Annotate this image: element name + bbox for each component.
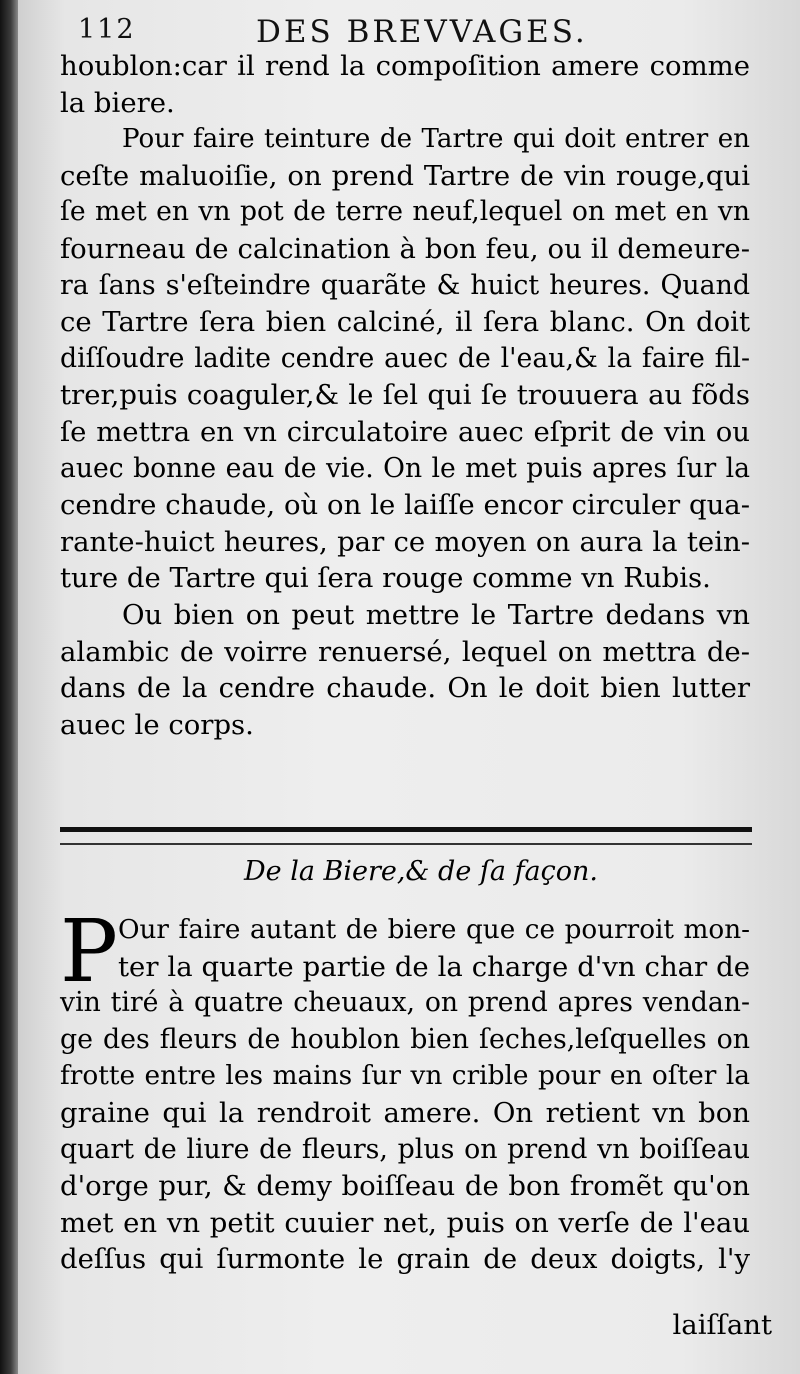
text-line: d'orge pur, & demy boiſſeau de bon fromẽt qu'on [60, 1170, 750, 1203]
text-line: la biere. [60, 86, 175, 119]
text-line: ture de Tartre qui ſera rouge comme vn Rubis. [60, 562, 711, 595]
section-title: De la Biere,& de ſa façon. [243, 856, 599, 887]
text-line: cendre chaude, où on le laiſſe encor circuler qua- [60, 489, 750, 522]
text-line: fourneau de calcination à bon feu, ou il demeure- [60, 232, 750, 265]
drop-cap: P [60, 902, 118, 1002]
text-line: diſſoudre ladite cendre auec de l'eau,& la faire fil- [60, 342, 750, 374]
text-line: ce Tartre ſera bien calciné, il ſera blanc. On doit [60, 306, 750, 339]
text-line: quart de liure de fleurs, plus on prend vn boiſſeau [60, 1133, 750, 1165]
paragraph-block-2 [60, 902, 750, 1278]
text-line: ſe mettra en vn circulatoire auec eſprit de vin ou [60, 415, 750, 448]
text-line: Our faire autant de biere que ce pourroit mon- [118, 915, 750, 945]
binding-shadow [0, 0, 18, 1374]
text-line: alambic de voirre renuersé, lequel on mettra de- [60, 635, 750, 668]
text-line: vin tiré à quatre cheuaux, on prend apres vendan- [60, 987, 750, 1019]
text-line: auec le corps. [60, 708, 254, 741]
text-line: houblon:car il rend la compoſition amere comme [60, 50, 750, 82]
section-rule-thick [60, 827, 752, 832]
text-line: met en vn petit cuuier net, puis on verſe de l'eau [60, 1206, 750, 1239]
text-line: ra ſans s'eſteindre quarãte & huict heures. Quand [60, 269, 750, 301]
text-line: ſe met en vn pot de terre neuf,lequel on met en vn [60, 196, 750, 228]
text-line: deſſus qui ſurmonte le grain de deux doigts, l'y [60, 1243, 750, 1276]
running-title: DES BREVVAGES. [256, 14, 588, 50]
section-rule-thin [60, 843, 752, 845]
page-number: 112 [78, 14, 136, 45]
catchword: laiſſant [672, 1309, 772, 1341]
text-line: auec bonne eau de vie. On le met puis apres ſur la [60, 452, 750, 484]
page-header [78, 6, 770, 50]
text-line: graine qui la rendroit amere. On retient vn bon [60, 1096, 750, 1129]
text-line: Ou bien on peut mettre le Tartre dedans vn [122, 598, 750, 631]
text-line: dans de la cendre chaude. On le doit bien lutter [60, 672, 750, 705]
paragraph-block-1 [60, 48, 750, 743]
text-line: frotte entre les mains ſur vn crible pour en oſter la [60, 1061, 750, 1092]
text-line: ter la quarte partie de la charge d'vn char de [118, 950, 750, 983]
text-line: trer,puis coaguler,& le ſel qui ſe trouuera au fõds [60, 379, 750, 412]
text-line: Pour faire teinture de Tartre qui doit entrer en [122, 124, 750, 155]
text-line: rante-huict heures, par ce moyen on aura la tein- [60, 525, 750, 558]
text-line: ceſte maluoiſie, on prend Tartre de vin rouge,qui [60, 159, 750, 192]
text-line: ge des fleurs de houblon bien ſeches,leſquelles on [60, 1023, 750, 1055]
